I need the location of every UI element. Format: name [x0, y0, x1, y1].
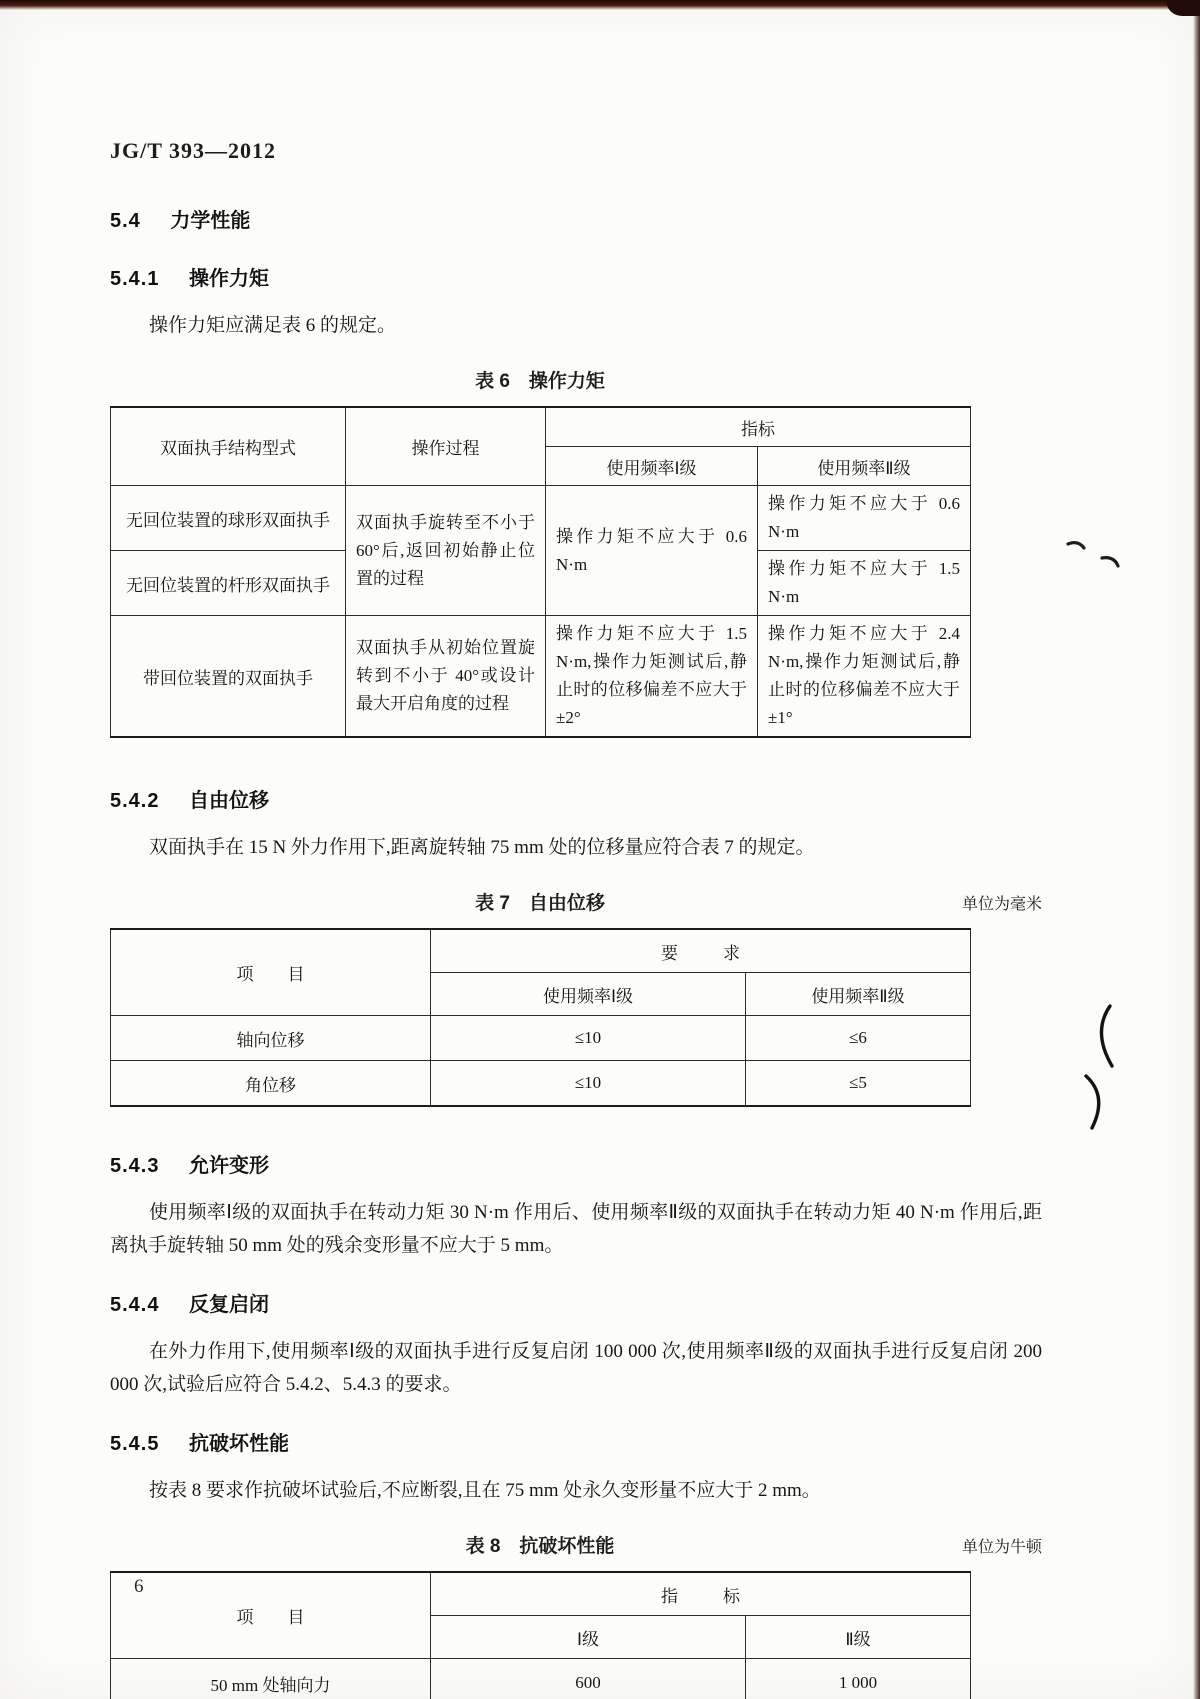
- table6-cell-row3-freq1: 操作力矩不应大于 1.5 N·m,操作力矩测试后,静止时的位移偏差不应大于±2°: [546, 616, 758, 738]
- page-content: [110, 138, 1042, 1699]
- section-number: 5.4.4: [110, 1294, 160, 1316]
- scan-edge-corner: [1166, 0, 1200, 16]
- table6-header-freq2: 使用频率Ⅱ级: [758, 447, 971, 486]
- pen-mark-artifact: [1062, 534, 1122, 574]
- section-title: 反复启闭: [189, 1294, 270, 1316]
- section-heading-5-4-1: [110, 262, 1042, 291]
- paragraph-5-4-5: 按表 8 要求作抗破坏试验后,不应断裂,且在 75 mm 处永久变形量不应大于 2 mm。: [148, 1480, 821, 1501]
- table7-cell-item: 轴向位移: [111, 1016, 431, 1061]
- section-heading-5-4-5: [110, 1427, 1042, 1456]
- table6-cell-row2-structure: 无回位装置的杆形双面执手: [111, 551, 346, 616]
- section-heading-5-4-2: [110, 784, 1042, 813]
- table7-header-item: 项 目: [111, 929, 431, 1016]
- table-7-free-displacement: [110, 928, 971, 1107]
- table7-header-requirement-group: 要 求: [431, 929, 971, 973]
- pen-mark-artifact: [1080, 1002, 1120, 1072]
- table7-unit-note: 单位为毫米: [961, 896, 1042, 913]
- table6-cell-row2-freq2: 操作力矩不应大于 1.5 N·m: [758, 551, 971, 616]
- table6-caption: 表 6 操作力矩: [475, 371, 605, 392]
- pen-mark-artifact: [1076, 1072, 1116, 1132]
- table7-cell-item: 角位移: [111, 1061, 431, 1107]
- section-number: 5.4.1: [110, 268, 160, 290]
- table8-header-grade1: Ⅰ级: [431, 1616, 746, 1659]
- paragraph-5-4-4: 在外力作用下,使用频率Ⅰ级的双面执手进行反复启闭 100 000 次,使用频率Ⅱ级的双面执手进行反复启闭 200 000 次,试验后应符合 5.4.2、5.4.3 的要求。: [110, 1341, 1042, 1395]
- table8-header-item: 项 目: [111, 1572, 431, 1659]
- table-row: [111, 1659, 971, 1699]
- table6-header-index-group: 指标: [546, 407, 971, 447]
- table6-cell-row3-structure: 带回位装置的双面执手: [111, 616, 346, 738]
- table8-cell-item: 50 mm 处轴向力: [111, 1659, 431, 1699]
- table6-header-structure: 双面执手结构型式: [111, 407, 346, 486]
- table7-cell-freq1: ≤10: [431, 1016, 746, 1061]
- table6-cell-row3-process: 双面执手从初始位置旋转到不小于 40°或设计最大开启角度的过程: [346, 616, 546, 738]
- table7-caption-row: [110, 888, 1042, 914]
- table8-cell-grade1: 600: [431, 1659, 746, 1699]
- page-number: 6: [134, 1576, 144, 1597]
- table6-header-freq1: 使用频率Ⅰ级: [546, 447, 758, 486]
- section-number: 5.4.5: [110, 1433, 160, 1455]
- table8-header-grade2: Ⅱ级: [746, 1616, 971, 1659]
- table-8-breakage-resistance: [110, 1571, 971, 1699]
- table-row: [111, 1061, 971, 1107]
- table8-unit-note: 单位为牛顿: [961, 1539, 1042, 1556]
- section-heading-5-4: [110, 204, 1042, 233]
- section-title: 操作力矩: [189, 268, 270, 290]
- table6-cell-row3-freq2: 操作力矩不应大于 2.4 N·m,操作力矩测试后,静止时的位移偏差不应大于±1°: [758, 616, 971, 738]
- table7-cell-freq1: ≤10: [431, 1061, 746, 1107]
- table7-cell-freq2: ≤6: [746, 1016, 971, 1061]
- table8-caption-row: [110, 1531, 1042, 1557]
- table8-cell-grade2: 1 000: [746, 1659, 971, 1699]
- table6-cell-row12-freq1: 操作力矩不应大于 0.6 N·m: [546, 486, 758, 616]
- document-number: JG/T 393—2012: [110, 138, 277, 163]
- table6-caption-row: [110, 366, 1042, 392]
- section-heading-5-4-4: [110, 1288, 1042, 1317]
- table-row: [111, 1016, 971, 1061]
- paragraph-5-4-1: 操作力矩应满足表 6 的规定。: [148, 315, 396, 336]
- scan-edge-right: [1193, 0, 1200, 1699]
- section-title: 抗破坏性能: [189, 1433, 290, 1455]
- paragraph-5-4-3: 使用频率Ⅰ级的双面执手在转动力矩 30 N·m 作用后、使用频率Ⅱ级的双面执手在转动力矩 40 N·m 作用后,距离执手旋转轴 50 mm 处的残余变形量不应大于 5 mm。: [110, 1202, 1042, 1256]
- scan-edge-top: [0, 0, 1200, 10]
- section-title: 自由位移: [189, 790, 270, 812]
- section-title: 力学性能: [170, 210, 251, 232]
- table6-cell-row1-freq2: 操作力矩不应大于 0.6 N·m: [758, 486, 971, 551]
- section-title: 允许变形: [189, 1155, 270, 1177]
- table7-header-freq2: 使用频率Ⅱ级: [746, 973, 971, 1016]
- table-6-operating-torque: [110, 406, 971, 738]
- section-heading-5-4-3: [110, 1149, 1042, 1178]
- table8-caption: 表 8 抗破坏性能: [465, 1536, 615, 1557]
- section-number: 5.4.3: [110, 1155, 160, 1177]
- table7-cell-freq2: ≤5: [746, 1061, 971, 1107]
- table6-cell-row12-process: 双面执手旋转至不小于60°后,返回初始静止位置的过程: [346, 486, 546, 616]
- section-number: 5.4: [110, 210, 141, 232]
- table8-header-index-group: 指 标: [431, 1572, 971, 1616]
- table6-cell-row1-structure: 无回位装置的球形双面执手: [111, 486, 346, 551]
- section-number: 5.4.2: [110, 790, 160, 812]
- table6-header-process: 操作过程: [346, 407, 546, 486]
- table7-header-freq1: 使用频率Ⅰ级: [431, 973, 746, 1016]
- paragraph-5-4-2: 双面执手在 15 N 外力作用下,距离旋转轴 75 mm 处的位移量应符合表 7 的规定。: [148, 837, 815, 858]
- table7-caption: 表 7 自由位移: [475, 893, 605, 914]
